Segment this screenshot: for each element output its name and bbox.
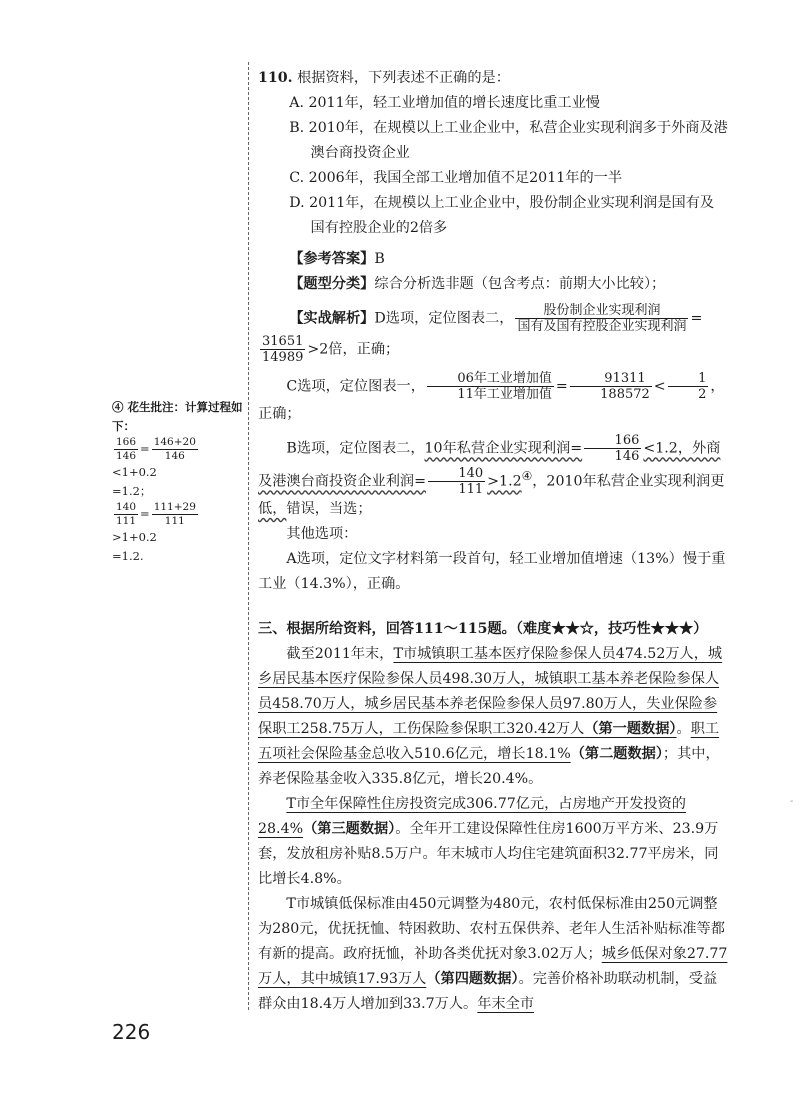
side-note-line-2 [112, 501, 244, 547]
category-line [258, 272, 728, 297]
b-prefix: B选项，定位图表二， [286, 440, 425, 457]
p1-underline-2: 职工五项社会保险基金总收入510.6亿元，增长18.1% [258, 721, 720, 763]
b-wavy-1: 10年私营企业实现利润= [424, 440, 583, 457]
side-note [112, 398, 244, 566]
side-note-line-2-end: =1.2. [112, 549, 144, 563]
p1-end: ；其中，养老保险基金收入335.8亿元，增长20.4%。 [258, 746, 720, 788]
section-heading: 三、根据所给资料，回答111～115题。（难度★★☆，技巧性★★★） [258, 621, 708, 638]
sn1-tail: <1+0.2 [112, 465, 157, 479]
b-frac2-den: 111 [458, 482, 484, 498]
b-wavy-3: >1.2 [487, 473, 522, 490]
side-note-title: ④ 花生批注：计算过程如下： [112, 400, 243, 433]
margin-divider [248, 62, 249, 1010]
sn2-den: 111 [116, 515, 137, 527]
c-frac2-num: 91311 [570, 371, 652, 387]
sn2-tail: >1+0.2 [112, 530, 157, 544]
option-c: C. 2006年，我国全部工业增加值不足2011年的一半 [289, 170, 623, 186]
d-frac-num: 股份制企业实现利润 [515, 303, 688, 319]
d-fraction [515, 303, 688, 334]
margin-mark: - [790, 796, 794, 807]
answer-line [258, 247, 728, 272]
analysis-d-prefix: D选项，定位图表二， [374, 310, 514, 327]
analysis-b-line [258, 433, 728, 522]
c-frac2-den: 188572 [600, 387, 650, 402]
p3-underline-2: 年末全市 [477, 996, 535, 1013]
c-fraction-2 [570, 371, 652, 402]
c-result: ，正确； [258, 378, 725, 422]
analysis-label: 【实战解析】 [289, 310, 375, 327]
c-half-den: 2 [698, 387, 707, 402]
sn2-frac [114, 501, 138, 528]
sn1-den2: 146 [164, 450, 185, 462]
analysis-d-result [258, 334, 728, 365]
b-after: ，2010年私营企业实现利润更 [532, 473, 725, 490]
p3-pre: T市城镇低保标准由450元调整为480元，农村低保标准由250元调整为280元，优抚抚恤、特困救助、农村五保供养、老年人生活补贴标准等都有新的提高。政府抚恤，补助各类优抚对象3.02万人； [258, 896, 725, 963]
c-frac-num: 06年工业增加值 [427, 371, 554, 387]
analysis-d-line [258, 303, 728, 334]
category-value: 综合分析选非题（包含考点：前期大小比较）； [374, 276, 666, 292]
sn2-den2: 111 [164, 515, 185, 527]
d-equals: = [690, 310, 703, 327]
sn1-num2: 146+20 [153, 436, 196, 448]
question-stem-text: 根据资料，下列表述不正确的是： [297, 70, 510, 86]
sn2-eq: = [140, 506, 150, 521]
page-number: 226 [112, 1020, 151, 1044]
section-paragraph-3 [258, 892, 728, 1017]
category-label: 【题型分类】 [289, 276, 375, 292]
section-paragraph-1 [258, 642, 728, 792]
sn1-num: 166 [116, 436, 137, 448]
option-d: D. 2011年，在规模以上工业企业中，股份制企业实现利润是国有及国有控股企业的2倍多 [289, 195, 715, 236]
d-fraction-2 [260, 334, 305, 365]
sn1-den: 146 [116, 450, 137, 462]
b-fraction [584, 433, 641, 464]
answer-value: B [374, 251, 385, 267]
sn2-num2: 111+29 [153, 501, 196, 513]
b-wavy-4: 低， [258, 501, 287, 518]
p3-mid: 。完善价格补助联动机制，受益群众由18.4万人增加到33.7万人。 [258, 971, 718, 1013]
p2-end: 。全年开工建设保障性住房1600万平方米、23.9万套，发放租房补贴8.5万户。年末城市人均住宅建筑面积32.77平房米，同比增长4.8%。 [258, 821, 719, 888]
sn1-frac-2 [152, 436, 198, 463]
analysis-c-line [258, 371, 728, 427]
sn1-eq: = [140, 441, 150, 456]
c-less-than: < [653, 378, 666, 395]
d-frac2-num: 31651 [262, 334, 304, 349]
p3-underline: 城乡低保对象27.77万人，其中城镇17.93万人 [258, 946, 728, 988]
question-number: 110. [258, 70, 293, 86]
sn2-frac-2 [152, 501, 198, 528]
p2-tag: （第三题数据） [303, 821, 396, 838]
c-half [668, 371, 709, 402]
c-frac-den: 11年工业增加值 [457, 387, 552, 402]
c-prefix: C选项，定位图表一， [286, 378, 425, 395]
d-frac2-den: 14989 [262, 350, 304, 365]
b-frac2-num: 140 [428, 466, 485, 482]
p1-pre: 截至2011年末， [286, 646, 394, 663]
sn1-frac [114, 436, 138, 463]
p1-tag-1: （第一题数据） [584, 721, 677, 738]
p1-underline: T市城镇职工基本医疗保险参保人员474.52万人，城乡居民基本医疗保险参保人员498.30万人，城镇职工基本养老保险参保人员458.70万人，城乡居民基本养老保险参保人员97.80万人，失业保险参保职工258.75万人，工伤保险参保职工320.42万人 [258, 646, 723, 738]
sn2-num: 140 [116, 501, 137, 513]
option-b: B. 2010年，在规模以上工业企业中，私营企业实现利润多于外商及港澳台商投资企业 [289, 120, 728, 161]
b-fraction-2 [428, 466, 485, 497]
other-options-label: 其他选项： [286, 526, 358, 543]
question-stem [258, 66, 728, 91]
answer-label: 【参考答案】 [289, 251, 375, 267]
b-result: 错误，当选； [286, 501, 372, 518]
d-frac-den: 国有及国有控股企业实现利润 [517, 319, 687, 334]
b-frac-den: 146 [614, 449, 640, 464]
section-paragraph-2 [258, 792, 728, 892]
b-wavy-2: <1.2，外商及港澳台商投资企业利润= [258, 440, 721, 490]
c-fraction [427, 371, 554, 402]
b-frac-num: 166 [584, 433, 641, 449]
side-note-line-1-end: =1.2； [112, 484, 152, 498]
d-result-text: >2倍，正确； [307, 341, 400, 358]
p1-mid: 。 [676, 721, 691, 738]
c-half-num: 1 [668, 371, 709, 387]
p3-tag: （第四题数据） [426, 971, 519, 988]
side-note-line-1 [112, 436, 244, 482]
p1-tag-2: （第二题数据） [570, 746, 663, 763]
main-column [258, 66, 728, 1017]
analysis-a-line: A选项，定位文字材料第一段首句，轻工业增加值增速（13%）慢于重工业（14.3%），正确。 [258, 551, 726, 593]
c-equals: = [555, 378, 568, 395]
option-a: A. 2011年，轻工业增加值的增长速度比重工业慢 [289, 95, 600, 111]
note-reference: ④ [521, 469, 533, 483]
p2-underline: T市全年保障性住房投资完成306.77亿元，占房地产开发投资的28.4% [258, 796, 686, 838]
